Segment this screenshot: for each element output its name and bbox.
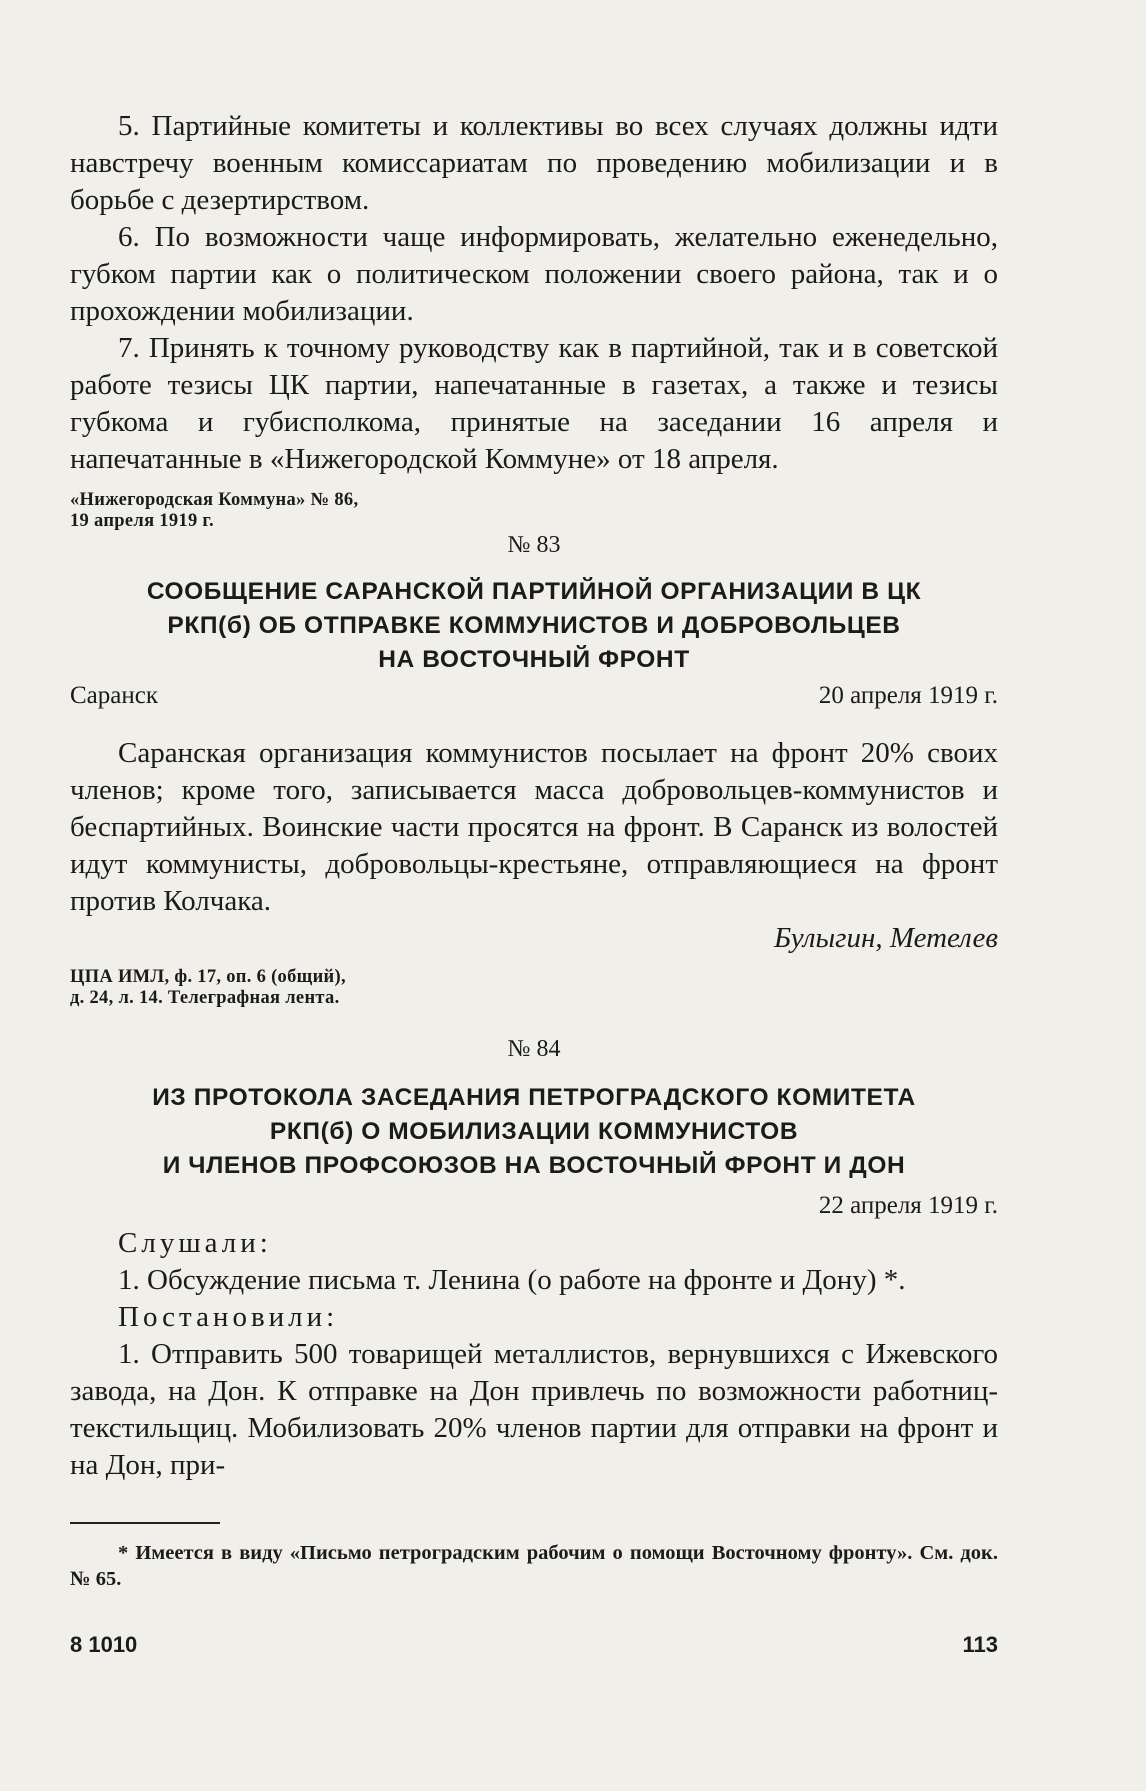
doc-83-title-line1: СООБЩЕНИЕ САРАНСКОЙ ПАРТИЙНОЙ ОРГАНИЗАЦИИ В ЦК — [146, 578, 922, 605]
doc-83-number: № 83 — [507, 532, 561, 558]
source-1-line1: «Нижегородская Коммуна» № 86, — [70, 490, 359, 510]
doc-84-title-line3: И ЧЛЕНОВ ПРОФСОЮЗОВ НА ВОСТОЧНЫЙ ФРОНТ И ДОН — [162, 1152, 906, 1179]
doc-84-title-line2: РКП(б) О МОБИЛИЗАЦИИ КОММУНИСТОВ — [269, 1118, 799, 1145]
doc-83-place-date — [70, 681, 998, 711]
page-footer — [70, 1632, 998, 1658]
doc-84-resolved-item: 1. Отправить 500 товарищей металлистов, вернувшихся с Ижевского завода, на Дон. К отправке на Дон привлечь по возможности работниц-текстильщиц. Мобилизовать 20% членов партии для отправки на фронт и на Дон, при- — [70, 1338, 998, 1481]
signature-mark: 8 1010 — [70, 1632, 138, 1657]
doc-84-resolved-label: Постановили: — [118, 1301, 339, 1333]
doc-83-body: Саранская организация коммунистов посылает на фронт 20% своих членов; кроме того, записывается масса добровольцев-коммунистов и беспартийных. Воинские части просятся на фронт. В Саранск из волостей идут коммунисты, добровольцы-крестьяне, отправляющиеся на фронт против Колчака. — [70, 737, 998, 917]
doc-84-date: 22 апреля 1919 г. — [818, 1192, 998, 1219]
paragraph-item-5: 5. Партийные комитеты и коллективы во всех случаях должны идти навстречу военным комиссариатам по проведению мобилизации и в борьбе с дезертирством. — [70, 110, 998, 216]
doc-84-number: № 84 — [507, 1036, 561, 1062]
source-citation-1 — [70, 490, 998, 532]
doc-83-title-line3: НА ВОСТОЧНЫЙ ФРОНТ — [378, 646, 690, 673]
footnote-divider — [70, 1522, 220, 1524]
document-83 — [70, 532, 998, 1009]
footnote-text: * Имеется в виду «Письмо петроградским рабочим о помощи Восточному фронту». См. док. № 65. — [70, 1542, 998, 1590]
source-1-line2: 19 апреля 1919 г. — [70, 511, 214, 531]
paragraph-item-6: 6. По возможности чаще информировать, желательно еженедельно, губком партии как о политическом положении своего района, так и о прохождении мобилизации. — [70, 221, 998, 327]
doc-84-heard-item: 1. Обсуждение письма т. Ленина (о работе на фронте и Дону) *. — [118, 1264, 906, 1296]
doc-83-date: 20 апреля 1919 г. — [818, 682, 998, 709]
doc-83-title-line2: РКП(б) ОБ ОТПРАВКЕ КОММУНИСТОВ И ДОБРОВОЛЬЦЕВ — [167, 612, 901, 639]
page-number: 113 — [962, 1632, 998, 1657]
doc-83-signature: Булыгин, Метелев — [774, 922, 998, 954]
doc-83-place: Саранск — [70, 682, 158, 709]
doc-83-source-line2: д. 24, л. 14. Телеграфная лента. — [70, 988, 340, 1008]
footnote-section — [70, 1540, 998, 1592]
paragraph-item-7: 7. Принять к точному руководству как в партийной, так и в советской работе тезисы ЦК партии, напечатанные в газетах, а также и тезисы губкома и губисполкома, принятые на заседании 16 апреля и напечатанные в «Нижегородской Коммуне» от 18 апреля. — [70, 332, 998, 475]
doc-84-title-line1: ИЗ ПРОТОКОЛА ЗАСЕДАНИЯ ПЕТРОГРАДСКОГО КОМИТЕТА — [152, 1084, 916, 1111]
top-section — [70, 108, 998, 478]
doc-83-source-line1: ЦПА ИМЛ, ф. 17, оп. 6 (общий), — [70, 967, 346, 987]
doc-84-heard-label: Слушали: — [118, 1227, 272, 1259]
document-84 — [70, 1036, 998, 1484]
